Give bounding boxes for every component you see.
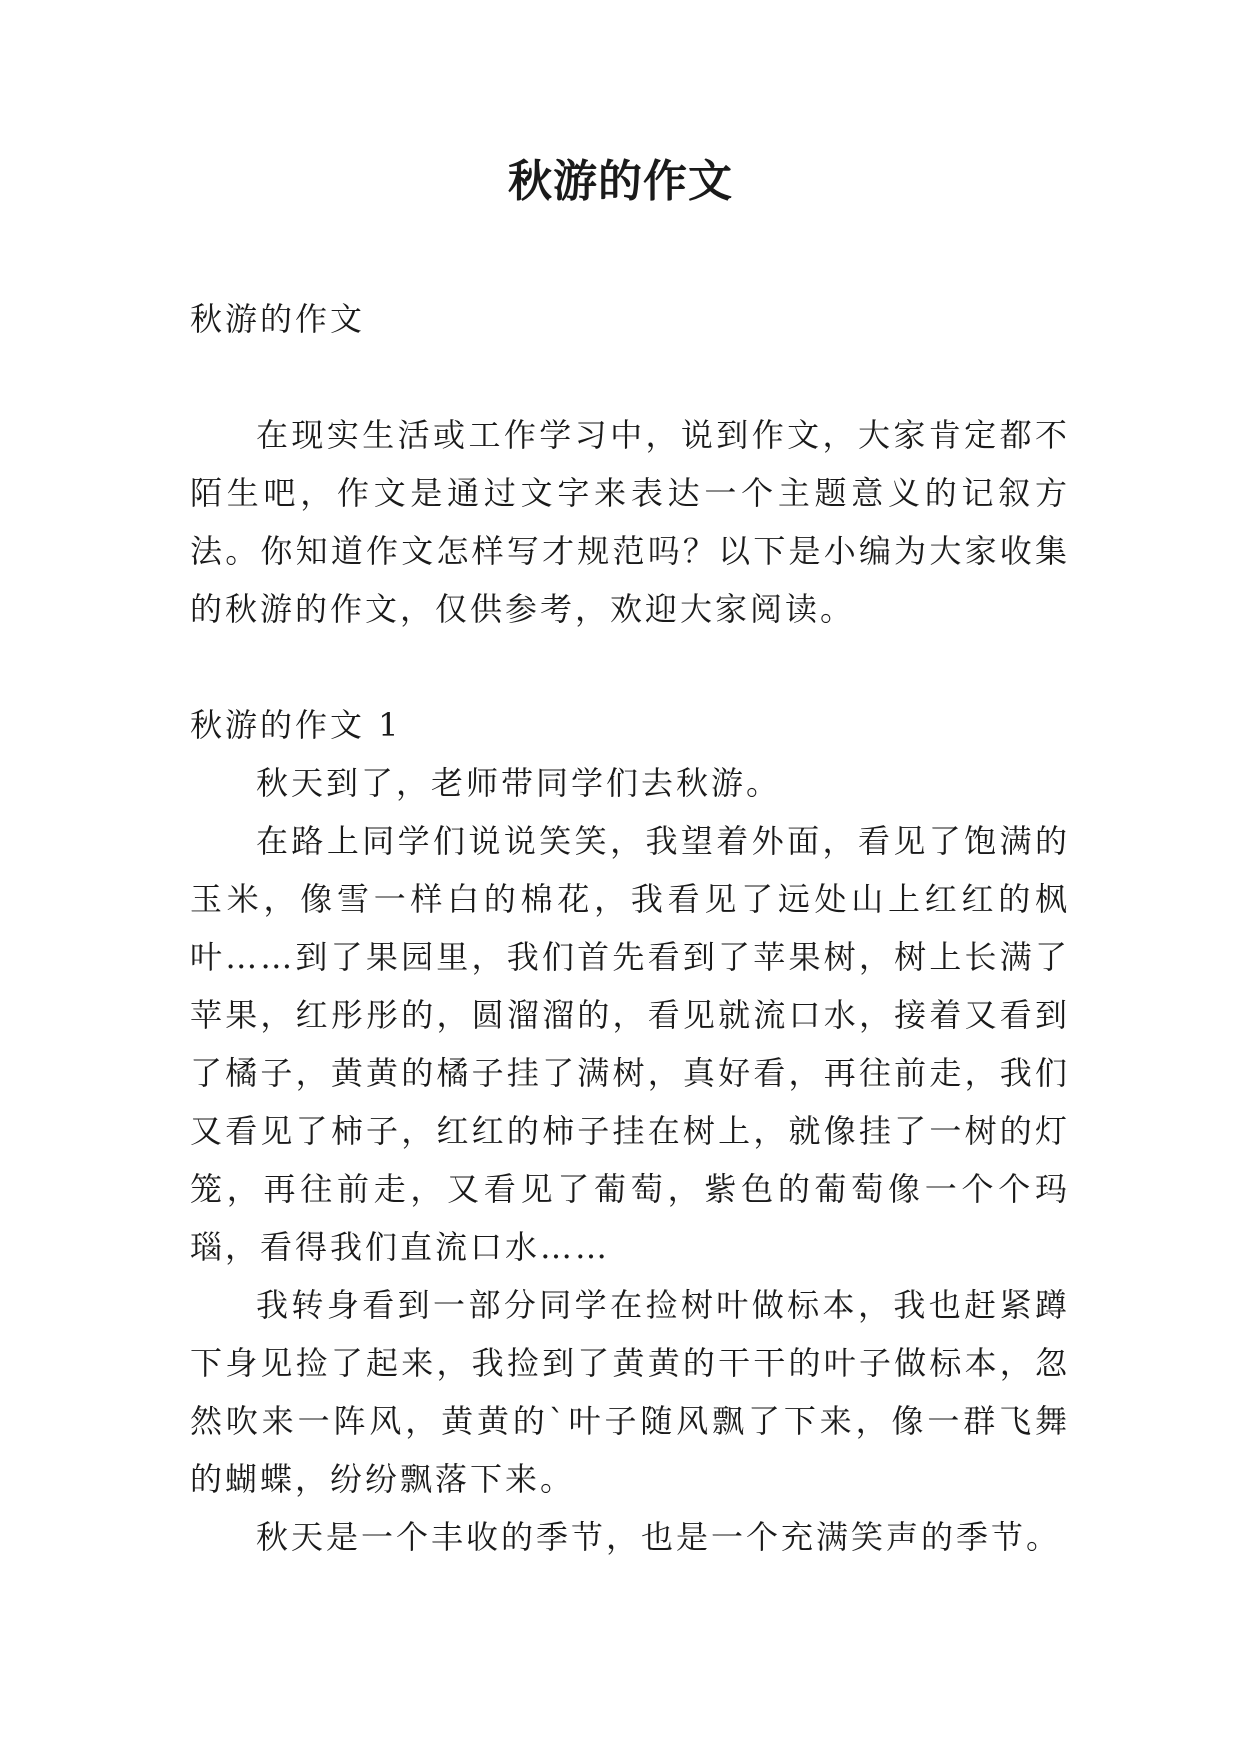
document-title: 秋游的作文: [508, 156, 733, 207]
subtitle-line: 秋游的作文: [190, 300, 366, 338]
section-heading: 秋游的作文 1: [190, 706, 402, 744]
intro-paragraph: 在现实生活或工作学习中，说到作文，大家肯定都不陌生吧，作文是通过文字来表达一个主题意义的记叙方法。你知道作文怎样写才规范吗？以下是小编为大家收集的秋游的作文，仅供参考，欢迎大家阅读。: [190, 416, 1070, 628]
paragraph-1: 秋天到了，老师带同学们去秋游。: [256, 764, 782, 802]
paragraph-2: 在路上同学们说说笑笑，我望着外面，看见了饱满的玉米，像雪一样白的棉花，我看见了远处山上红红的枫叶……到了果园里，我们首先看到了苹果树，树上长满了苹果，红彤彤的，圆溜溜的，看见就流口水，接着又看到了橘子，黄黄的橘子挂了满树，真好看，再往前走，我们又看见了柿子，红红的柿子挂在树上，就像挂了一树的灯笼，再往前走，又看见了葡萄，紫色的葡萄像一个个玛瑙，看得我们直流口水……: [190, 822, 1070, 1266]
paragraph-3: 我转身看到一部分同学在捡树叶做标本，我也赶紧蹲下身见捡了起来，我捡到了黄黄的干干的叶子做标本，忽然吹来一阵风，黄黄的`叶子随风飘了下来，像一群飞舞的蝴蝶，纷纷飘落下来。: [190, 1286, 1070, 1498]
paragraph-4: 秋天是一个丰收的季节，也是一个充满笑声的季节。: [256, 1518, 1062, 1556]
